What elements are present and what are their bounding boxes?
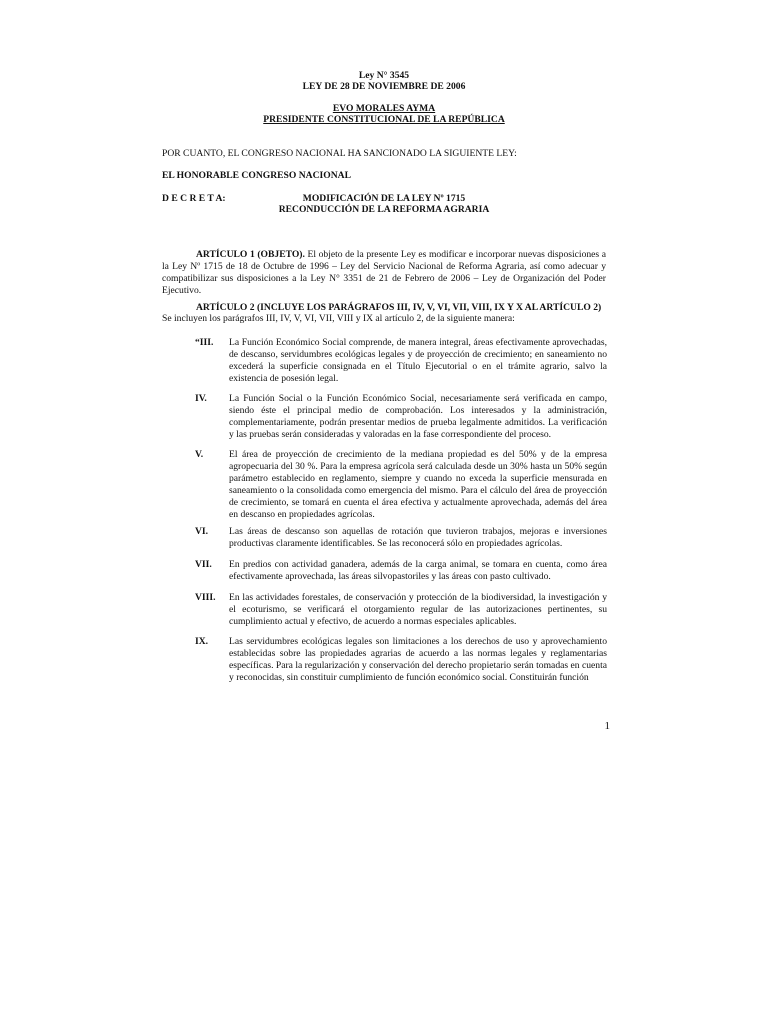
president-name: EVO MORALES AYMA	[332, 103, 436, 114]
articulo-1-heading: ARTÍCULO 1 (OBJETO).	[196, 249, 305, 260]
articulo-1-text: El objeto de la presente Ley es modificar e incorporar nuevas disposiciones a la Ley Nº 1715 de 18 de Octubre de 1996 – Ley del Servicio Nacional de Reforma Agraria, así como adecuar y compatibilizar sus disposiciones a la Ley N° 3351 de 21 de Febrero de 2006 – Ley de Organización del Poder Ejecutivo.	[162, 249, 607, 296]
paragraph-number: “III.	[195, 337, 214, 348]
law-date: LEY DE 28 DE NOVIEMBRE DE 2006	[302, 81, 466, 92]
articulo-1	[162, 249, 606, 297]
paragraph-number: V.	[195, 449, 204, 460]
por-cuanto: POR CUANTO, EL CONGRESO NACIONAL HA SANCIONADO LA SIGUIENTE LEY:	[162, 148, 517, 159]
paragraph-text: La Función Social o la Función Económico Social, necesariamente será verificada en campo, siendo éste el principal medio de comprobación. Los interesados y la administración, complementariamente, podrán presentar medios de prueba legalmente admitidos. La verificación y las pruebas serán consideradas y valoradas en la fase correspondiente del proceso.	[229, 393, 607, 440]
articulo-2-heading: ARTÍCULO 2 (INCLUYE LOS PARÁGRAFOS III, IV, V, VI, VII, VIII, IX Y X AL ARTÍCULO 2)	[196, 302, 602, 313]
paragraph-number: VIII.	[195, 592, 216, 603]
paragraph-text: Las áreas de descanso son aquellas de rotación que tuvieron trabajos, mejoras e inversiones productivas claramente identificables. Se las reconocerá sólo en propiedades agrícolas.	[229, 526, 607, 549]
paragraph-number: VI.	[195, 526, 209, 537]
paragraph-number: IX.	[195, 636, 209, 647]
paragraph-text: En predios con actividad ganadera, además de la carga animal, se tomara en cuenta, como área efectivamente aprovechada, las áreas silvopastoriles y las áreas con pasto cultivado.	[229, 559, 607, 582]
title-line-2: RECONDUCCIÓN DE LA REFORMA AGRARIA	[278, 204, 490, 215]
title-line-1: MODIFICACIÓN DE LA LEY Nº 1715	[302, 193, 466, 204]
paragraph-number: VII.	[195, 559, 212, 570]
articulo-2-intro: Se incluyen los parágrafos III, IV, V, VI, VII, VIII y IX al artículo 2, de la siguiente manera:	[162, 313, 515, 324]
paragraph-text: La Función Económico Social comprende, de manera integral, áreas efectivamente aprovechadas, de descanso, servidumbres ecológicas legales y de proyección de crecimiento; en saneamiento no excederá la superficie consignada en el Título Ejecutorial o en el trámite agrario, salvo la existencia de posesión legal.	[229, 337, 607, 384]
president-title: PRESIDENTE CONSTITUCIONAL DE LA REPÚBLICA	[263, 114, 505, 125]
decreta-heading: D E C R E T A:	[162, 193, 226, 204]
paragraph-text: En las actividades forestales, de conservación y protección de la biodiversidad, la investigación y el ecoturismo, se verificará el otorgamiento regular de las autorizaciones pertinentes, su cumplimiento actual y efectivo, de acuerdo a normas especiales aplicables.	[229, 592, 607, 627]
congreso-heading: EL HONORABLE CONGRESO NACIONAL	[162, 170, 351, 181]
paragraph-text: Las servidumbres ecológicas legales son limitaciones a los derechos de uso y aprovechamiento establecidas sobre las propiedades agrarias de acuerdo a las normas legales y reglamentarias específicas. Para la regularización y conservación del derecho propietario serán tomadas en cuenta y reconocidas, sin constituir cumplimiento de función económico social. Constituirán función	[229, 636, 607, 683]
paragraph-text: El área de proyección de crecimiento de la mediana propiedad es del 50% y de la empresa agropecuaria del 30 %. Para la empresa agrícola será calculada desde un 30% hasta un 50% según parámetro establecido en reglamento, siempre y cuando no exceda la superficie mensurada en saneamiento o la consolidada como emergencia del mismo. Para el cálculo del área de proyección de crecimiento, se tomará en cuenta el área efectiva y actualmente aprovechada, además del área en descanso en propiedades agrícolas.	[229, 449, 607, 520]
page-number: 1	[604, 720, 610, 732]
law-number: Ley N° 3545	[358, 70, 410, 81]
paragraph-number: IV.	[195, 393, 207, 404]
